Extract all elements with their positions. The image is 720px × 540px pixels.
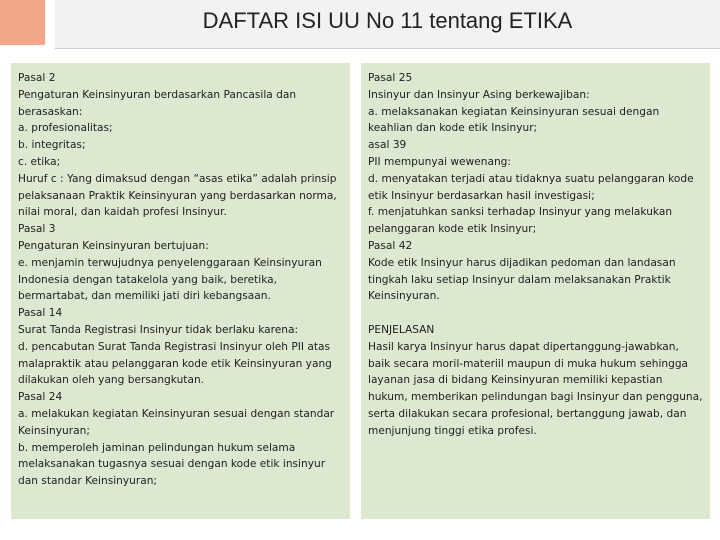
right-column-text-top: Pasal 25 Insinyur dan Insinyur Asing berkewajiban: a. melaksanakan kegiatan Keinsinyuran sesuai dengan keahlian dan kode etik Insinyur; asal 39 PII mempunyai wewenang: d. menyatakan terjadi atau tidaknya suatu pelanggaran kode etik Insinyur berdasarkan hasil investigasi; f. menjatuhkan sanksi terhadap Insinyur yang melakukan pelanggaran kode etik Insinyur; Pasal 42 Kode etik Insinyur harus dijadikan pedoman dan landasan tingkah laku setiap Insinyur dalam melaksanakan Praktik Keinsinyuran. <box>368 72 694 303</box>
right-text-panel <box>361 63 710 519</box>
left-column-text: Pasal 2 Pengaturan Keinsinyuran berdasarkan Pancasila dan berasaskan: a. profesionalitas; b. integritas; c. etika; Huruf c : Yang dimaksud dengan “asas etika” adalah prinsip pelaksanaan Praktik Keinsinyuran yang berdasarkan norma, nilai moral, dan kaidah profesi Insinyur. Pasal 3 Pengaturan Keinsinyuran bertujuan: e. menjamin terwujudnya penyelenggaraan Keinsinyuran Indonesia dengan tatakelola yang baik, beretika, bermartabat, dan memiliki jati diri kebangsaan. Pasal 14 Surat Tanda Registrasi Insinyur tidak berlaku karena: d. pencabutan Surat Tanda Registrasi Insinyur oleh PII atas malapraktik atau pelanggaran kode etik Keinsinyuran yang dilakukan oleh yang bersangkutan. Pasal 24 a. melakukan kegiatan Keinsinyuran sesuai dengan standar Keinsinyuran; b. memperoleh jaminan pelindungan hukum selama melaksanakan tugasnya sesuai dengan kode etik insinyur dan standar Keinsinyuran; <box>18 72 337 488</box>
right-column-text-bottom: PENJELASAN Hasil karya Insinyur harus dapat dipertanggung-jawabkan, baik secara moril-materiil maupun di muka hukum sehingga layanan jasa di bidang Keinsinyuran memiliki kepastian hukum, memberikan pelindungan bagi Insinyur dan pengguna, serta dilakukan secara profesional, bertanggung jawab, dan menjunjung tinggi etika profesi. <box>368 323 703 437</box>
page-title: DAFTAR ISI UU No 11 tentang ETIKA <box>202 8 573 33</box>
left-text-panel <box>11 63 350 519</box>
accent-square <box>0 0 45 45</box>
paragraph-gap <box>368 305 703 322</box>
